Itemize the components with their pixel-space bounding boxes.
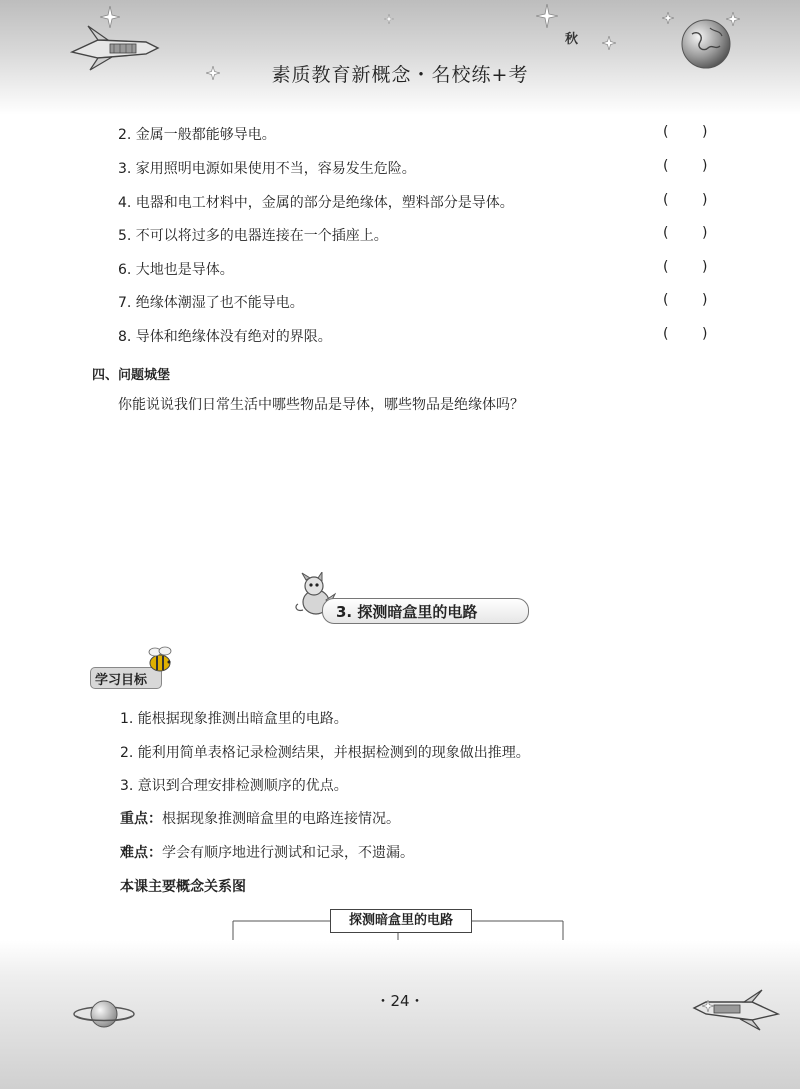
- learning-goal-3: 3. 意识到合理安排检测顺序的优点。: [120, 778, 348, 794]
- section-heading: 四、问题城堡: [92, 368, 171, 383]
- learning-goal-1: 1. 能根据现象推测出暗盒里的电路。: [120, 711, 348, 727]
- answer-paren-left: (: [663, 259, 669, 275]
- difficulty-label: 难点：: [120, 845, 162, 861]
- statement-2: 2. 金属一般都能够导电。: [118, 127, 276, 143]
- page-header-title: 素质教育新概念・名校练+考: [271, 64, 529, 86]
- answer-paren-right: ): [702, 259, 708, 275]
- learning-goal-2: 2. 能利用简单表格记录检测结果，并根据检测到的现象做出推理。: [120, 745, 530, 761]
- learning-goals-label: 学习目标: [95, 673, 148, 688]
- concept-map-heading: 本课主要概念关系图: [120, 879, 246, 895]
- statement-3: 3. 家用照明电源如果使用不当，容易发生危险。: [118, 161, 416, 177]
- answer-paren-left: (: [663, 158, 669, 174]
- answer-paren-left: (: [663, 292, 669, 308]
- answer-paren-right: ): [702, 292, 708, 308]
- key-point-text: 根据现象推测暗盒里的电路连接情况。: [162, 811, 400, 827]
- answer-paren-right: ): [702, 158, 708, 174]
- statement-7: 7. 绝缘体潮湿了也不能导电。: [118, 295, 304, 311]
- answer-paren-left: (: [663, 124, 669, 140]
- season-mark: 秋: [565, 32, 579, 47]
- answer-paren-left: (: [663, 326, 669, 342]
- statement-8: 8. 导体和绝缘体没有绝对的界限。: [118, 329, 332, 345]
- concept-map-root: 探测暗盒里的电路: [330, 909, 472, 933]
- answer-paren-left: (: [663, 192, 669, 208]
- question-text: 你能说说我们日常生活中哪些物品是导体，哪些物品是绝缘体吗？: [118, 397, 524, 413]
- statement-4: 4. 电器和电工材料中，金属的部分是绝缘体，塑料部分是导体。: [118, 195, 514, 211]
- answer-paren-right: ): [702, 326, 708, 342]
- answer-paren-left: (: [663, 225, 669, 241]
- difficulty-text: 学会有顺序地进行测试和记录，不遗漏。: [162, 845, 414, 861]
- statement-6: 6. 大地也是导体。: [118, 262, 234, 278]
- answer-paren-right: ): [702, 192, 708, 208]
- answer-paren-right: ): [702, 124, 708, 140]
- key-point-label: 重点：: [120, 811, 162, 827]
- answer-paren-right: ): [702, 225, 708, 241]
- lesson-title: 3. 探测暗盒里的电路: [336, 603, 478, 621]
- page-number: ・24・: [375, 992, 425, 1010]
- statement-5: 5. 不可以将过多的电器连接在一个插座上。: [118, 228, 388, 244]
